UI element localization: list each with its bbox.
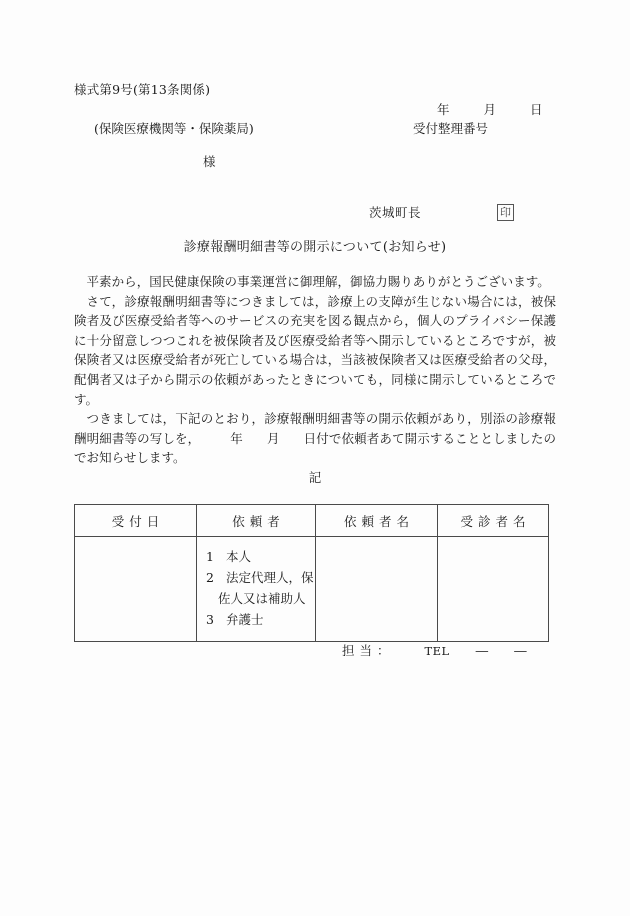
body-paragraph-3 [74, 409, 556, 468]
tel-dash-1: ― [475, 643, 489, 658]
requester-option-3[interactable] [206, 609, 315, 630]
addressee-organization: (保険医療機関等・保険薬局) [94, 121, 254, 136]
closing-part-1: つきましては，下記のとおり，診療報酬明細書等の開示依頼があり，別添の診療報酬明細書等の写しを， [74, 411, 556, 446]
option-number: 1 [206, 549, 214, 564]
issuer-name: 茨城町長 [369, 205, 422, 220]
requester-option-2[interactable] [206, 567, 315, 588]
closing-month-label: 月 [266, 430, 280, 446]
contact-label: 担当： [342, 643, 395, 658]
option-label: 法定代理人，保 [226, 570, 314, 585]
form-number: 様式第9号(第13条関係) [74, 82, 211, 97]
page-title: 診療報酬明細書等の開示について(お知らせ) [183, 240, 447, 255]
ki-mark: 記 [308, 470, 322, 485]
requester-option-1[interactable] [206, 546, 315, 567]
receipt-number-label: 受付整理番号 [413, 121, 489, 136]
table-header-row [75, 505, 549, 537]
seal-stamp-box: 印 [497, 204, 514, 221]
cell-patient-name[interactable] [438, 537, 549, 642]
column-header-requester-name: 依頼者名 [316, 505, 438, 537]
requester-option-list [197, 537, 315, 630]
addressee-honorific: 様 [203, 154, 216, 169]
date-blank-line [437, 100, 542, 118]
table-row [75, 537, 549, 642]
option-number: 3 [206, 612, 214, 627]
cell-requester-options[interactable] [197, 537, 316, 642]
body-paragraph-2: さて，診療報酬明細書等につきましては，診療上の支障が生じない場合には，被保険者及び医療受給者等へのサービスの充実を図る観点から，個人のプライバシー保護に十分留意しつつこれを被保険者及び医療受給者等へ開示しているところですが，被保険者又は医療受給者が死亡している場合は，当該被保険者又は医療受給者の父母，配偶者又は子から開示の依頼があったときについても，同様に開示しているところです。 [74, 293, 556, 407]
date-day-label: 日 [529, 102, 543, 117]
option-label: 本人 [226, 549, 252, 564]
requester-option-2-continuation: 佐人又は補助人 [218, 591, 306, 606]
option-number: 2 [206, 570, 214, 585]
closing-year-label: 年 [230, 430, 243, 446]
cell-requester-name[interactable] [316, 537, 438, 642]
cell-reception-date[interactable] [75, 537, 197, 642]
tel-dash-2: ― [514, 643, 527, 658]
body-text [74, 272, 556, 468]
date-month-label: 月 [483, 102, 496, 117]
disclosure-request-table [74, 504, 549, 642]
tel-label: TEL [424, 644, 450, 658]
issuer-row [369, 203, 514, 221]
column-header-patient-name: 受診者名 [438, 505, 549, 537]
closing-part-2: 日付で依頼者あて開示することとしましたのでお知らせします。 [74, 430, 556, 466]
contact-footer [342, 641, 527, 659]
option-label: 弁護士 [226, 612, 264, 627]
body-paragraph-1: 平素から，国民健康保険の事業運営に御理解，御協力賜りありがとうございます。 [86, 274, 550, 289]
column-header-requester: 依頼者 [197, 505, 316, 537]
column-header-reception-date: 受付日 [75, 505, 197, 537]
date-year-label: 年 [437, 102, 450, 117]
